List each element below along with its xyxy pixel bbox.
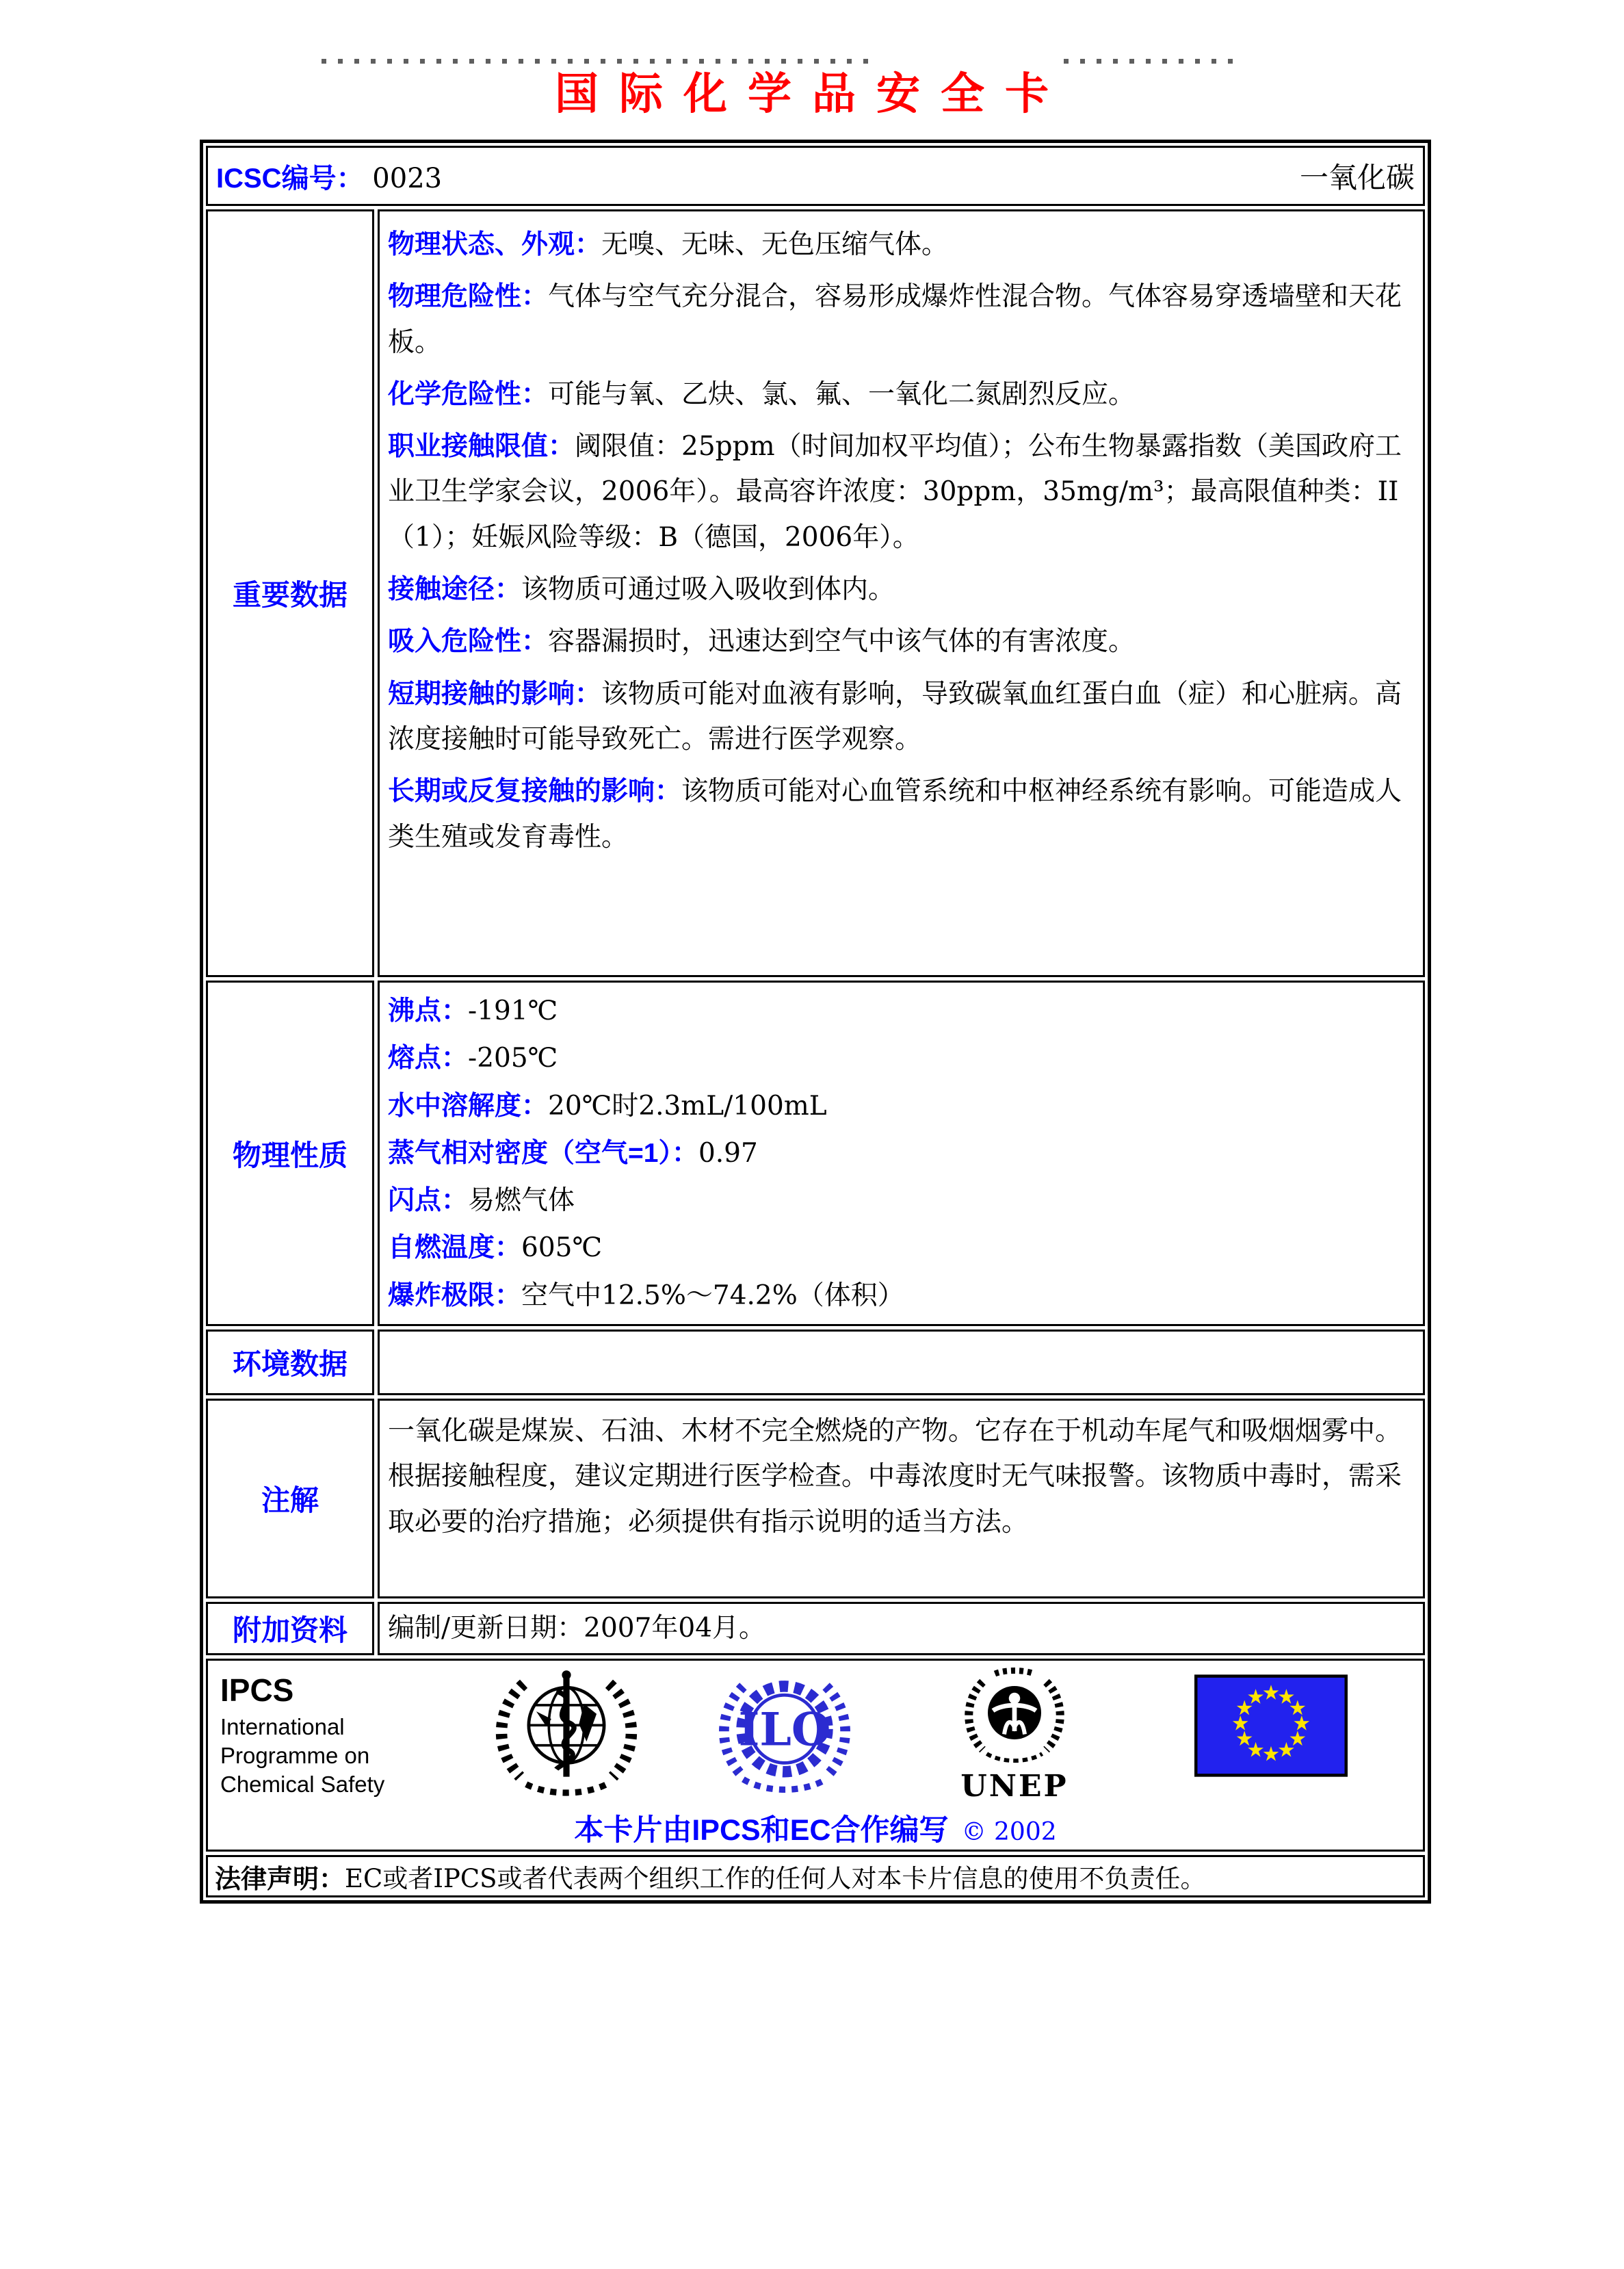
icsc-number-group — [216, 157, 442, 196]
section-physical-properties — [206, 981, 1425, 1326]
eu-flag-icon — [1194, 1674, 1348, 1777]
section-content-physical-properties — [378, 981, 1425, 1326]
entry-label: 化学危险性： — [388, 379, 549, 409]
section-label-additional-info: 附加资料 — [206, 1602, 374, 1655]
ipcs-acronym: IPCS — [220, 1672, 294, 1708]
entry-text: 空气中12.5%～74.2%（体积） — [521, 1280, 904, 1311]
data-entry — [388, 1226, 1412, 1271]
legal-text: EC或者IPCS或者代表两个组织工作的任何人对本卡片信息的使用不负责任。 — [345, 1864, 1206, 1893]
icsc-header-row — [206, 146, 1425, 206]
entry-text: 该物质可能对心血管系统和中枢神经系统有影响。可能造成人类生殖或发育毒性。 — [388, 776, 1402, 853]
data-entry — [388, 567, 1412, 612]
ipcs-subtitle-line: International — [220, 1713, 345, 1739]
unep-label: UNEP — [960, 1768, 1069, 1804]
section-label-environmental-data: 环境数据 — [206, 1330, 374, 1395]
entry-label: 物理状态、外观： — [388, 230, 602, 259]
entry-text: 无嗅、无味、无色压缩气体。 — [601, 229, 949, 260]
entry-text: 0.97 — [698, 1137, 758, 1169]
section-label-physical-properties: 物理性质 — [206, 981, 374, 1326]
data-entry — [388, 989, 1412, 1034]
footer-logos-cell — [206, 1659, 1425, 1852]
entry-text: 605℃ — [521, 1232, 603, 1264]
data-entry — [388, 619, 1412, 664]
entry-text: 易燃气体 — [468, 1185, 575, 1217]
entry-text: 容器漏损时，迅速达到空气中该气体的有害浓度。 — [548, 626, 1136, 658]
section-content-environmental-data — [378, 1330, 1425, 1395]
data-entry — [388, 424, 1412, 560]
ipcs-subtitle-line: Programme on — [220, 1742, 370, 1768]
icsc-number-label: ICSC编号： — [216, 163, 364, 194]
clipped-header-artifact — [322, 59, 869, 64]
entry-label: 熔点： — [388, 1043, 469, 1074]
notes-text: 一氧化碳是煤炭、石油、木材不完全燃烧的产物。它存在于机动车尾气和吸烟烟雾中。根据接触程度，建议定期进行医学检查。中毒浓度时无气味报警。该物质中毒时，需采取必要的治疗措施；必须提供有指示说明的适当方法。 — [388, 1416, 1402, 1538]
entry-text: 该物质可能对血液有影响，导致碳氧血红蛋白血（症）和心脏病。高浓度接触时可能导致死亡。需进行医学观察。 — [388, 678, 1402, 755]
data-entry — [388, 1036, 1412, 1081]
data-entry — [388, 1131, 1412, 1176]
data-entry — [388, 672, 1412, 763]
logo-band — [208, 1665, 1423, 1806]
who-emblem-icon — [483, 1666, 650, 1804]
data-entry — [388, 222, 1412, 268]
data-entry — [388, 1273, 1412, 1319]
icsc-header-cell — [206, 146, 1425, 206]
entry-label: 吸入危险性： — [388, 627, 549, 657]
section-content-important-data — [378, 209, 1425, 977]
data-entry — [388, 372, 1412, 417]
entry-text: -205℃ — [468, 1043, 558, 1074]
section-label-important-data: 重要数据 — [206, 209, 374, 977]
ilo-emblem-icon — [716, 1666, 854, 1804]
entry-text: 气体与空气充分混合，容易形成爆炸性混合物。气体容易穿透墙壁和天花板。 — [388, 281, 1402, 358]
entry-label: 爆炸极限： — [388, 1280, 522, 1310]
section-content-notes — [378, 1399, 1425, 1598]
ipcs-subtitle-line: Chemical Safety — [220, 1772, 385, 1798]
data-entry — [388, 1084, 1412, 1129]
clipped-header-artifact — [1064, 59, 1238, 64]
legal-cell — [206, 1855, 1425, 1897]
ipcs-wordmark — [220, 1672, 404, 1800]
data-entry — [388, 1178, 1412, 1223]
copyright-line — [208, 1807, 1423, 1849]
chemical-name: 一氧化碳 — [1299, 161, 1415, 194]
data-entry — [388, 274, 1412, 365]
entry-label: 职业接触限值： — [388, 432, 575, 462]
legal-label: 法律声明： — [215, 1865, 345, 1894]
entry-text: 可能与氧、乙炔、氯、氟、一氧化二氮剧烈反应。 — [548, 378, 1136, 410]
section-important-data — [206, 209, 1425, 977]
entry-label: 接触途径： — [388, 575, 522, 605]
entry-text: 20℃时2.3mL/100mL — [548, 1090, 827, 1121]
unep-emblem-icon — [954, 1668, 1075, 1770]
entry-label: 物理危险性： — [388, 282, 549, 312]
section-environmental-data — [206, 1330, 1425, 1395]
icsc-number-value: 0023 — [372, 162, 443, 194]
entry-label: 短期接触的影响： — [388, 679, 602, 709]
section-additional-info — [206, 1602, 1425, 1655]
entry-label: 沸点： — [388, 996, 469, 1026]
entry-label: 闪点： — [388, 1186, 469, 1216]
svg-text:ILO: ILO — [738, 1702, 831, 1756]
unep-emblem-block — [949, 1668, 1079, 1804]
page-title: 国际化学品安全卡 — [555, 68, 1069, 120]
copyright-year: © 2002 — [961, 1818, 1057, 1846]
entry-label: 水中溶解度： — [388, 1091, 549, 1121]
safety-card — [200, 140, 1431, 1904]
entry-text: 该物质可通过吸入吸收到体内。 — [521, 574, 895, 606]
data-entry — [388, 769, 1412, 860]
entry-text: 阈限值：25ppm（时间加权平均值）；公布生物暴露指数（美国政府工业卫生学家会议，2006年）。最高容许浓度：30ppm，35mg/m³；最高限值种类：II（1）；妊娠风险等级：B（德国，2006年）。 — [388, 431, 1402, 553]
entry-text: -191℃ — [468, 996, 558, 1026]
section-label-notes: 注解 — [206, 1399, 374, 1598]
entry-label: 蒸气相对密度（空气=1）： — [388, 1138, 698, 1168]
legal-row — [206, 1855, 1425, 1897]
entry-label: 自燃温度： — [388, 1233, 522, 1263]
section-notes — [206, 1399, 1425, 1598]
entry-label: 长期或反复接触的影响： — [388, 777, 682, 807]
section-content-additional-info: 编制/更新日期：2007年04月。 — [378, 1602, 1425, 1655]
copyright-text: 本卡片由IPCS和EC合作编写 — [574, 1814, 949, 1847]
footer-logos-row — [206, 1659, 1425, 1852]
